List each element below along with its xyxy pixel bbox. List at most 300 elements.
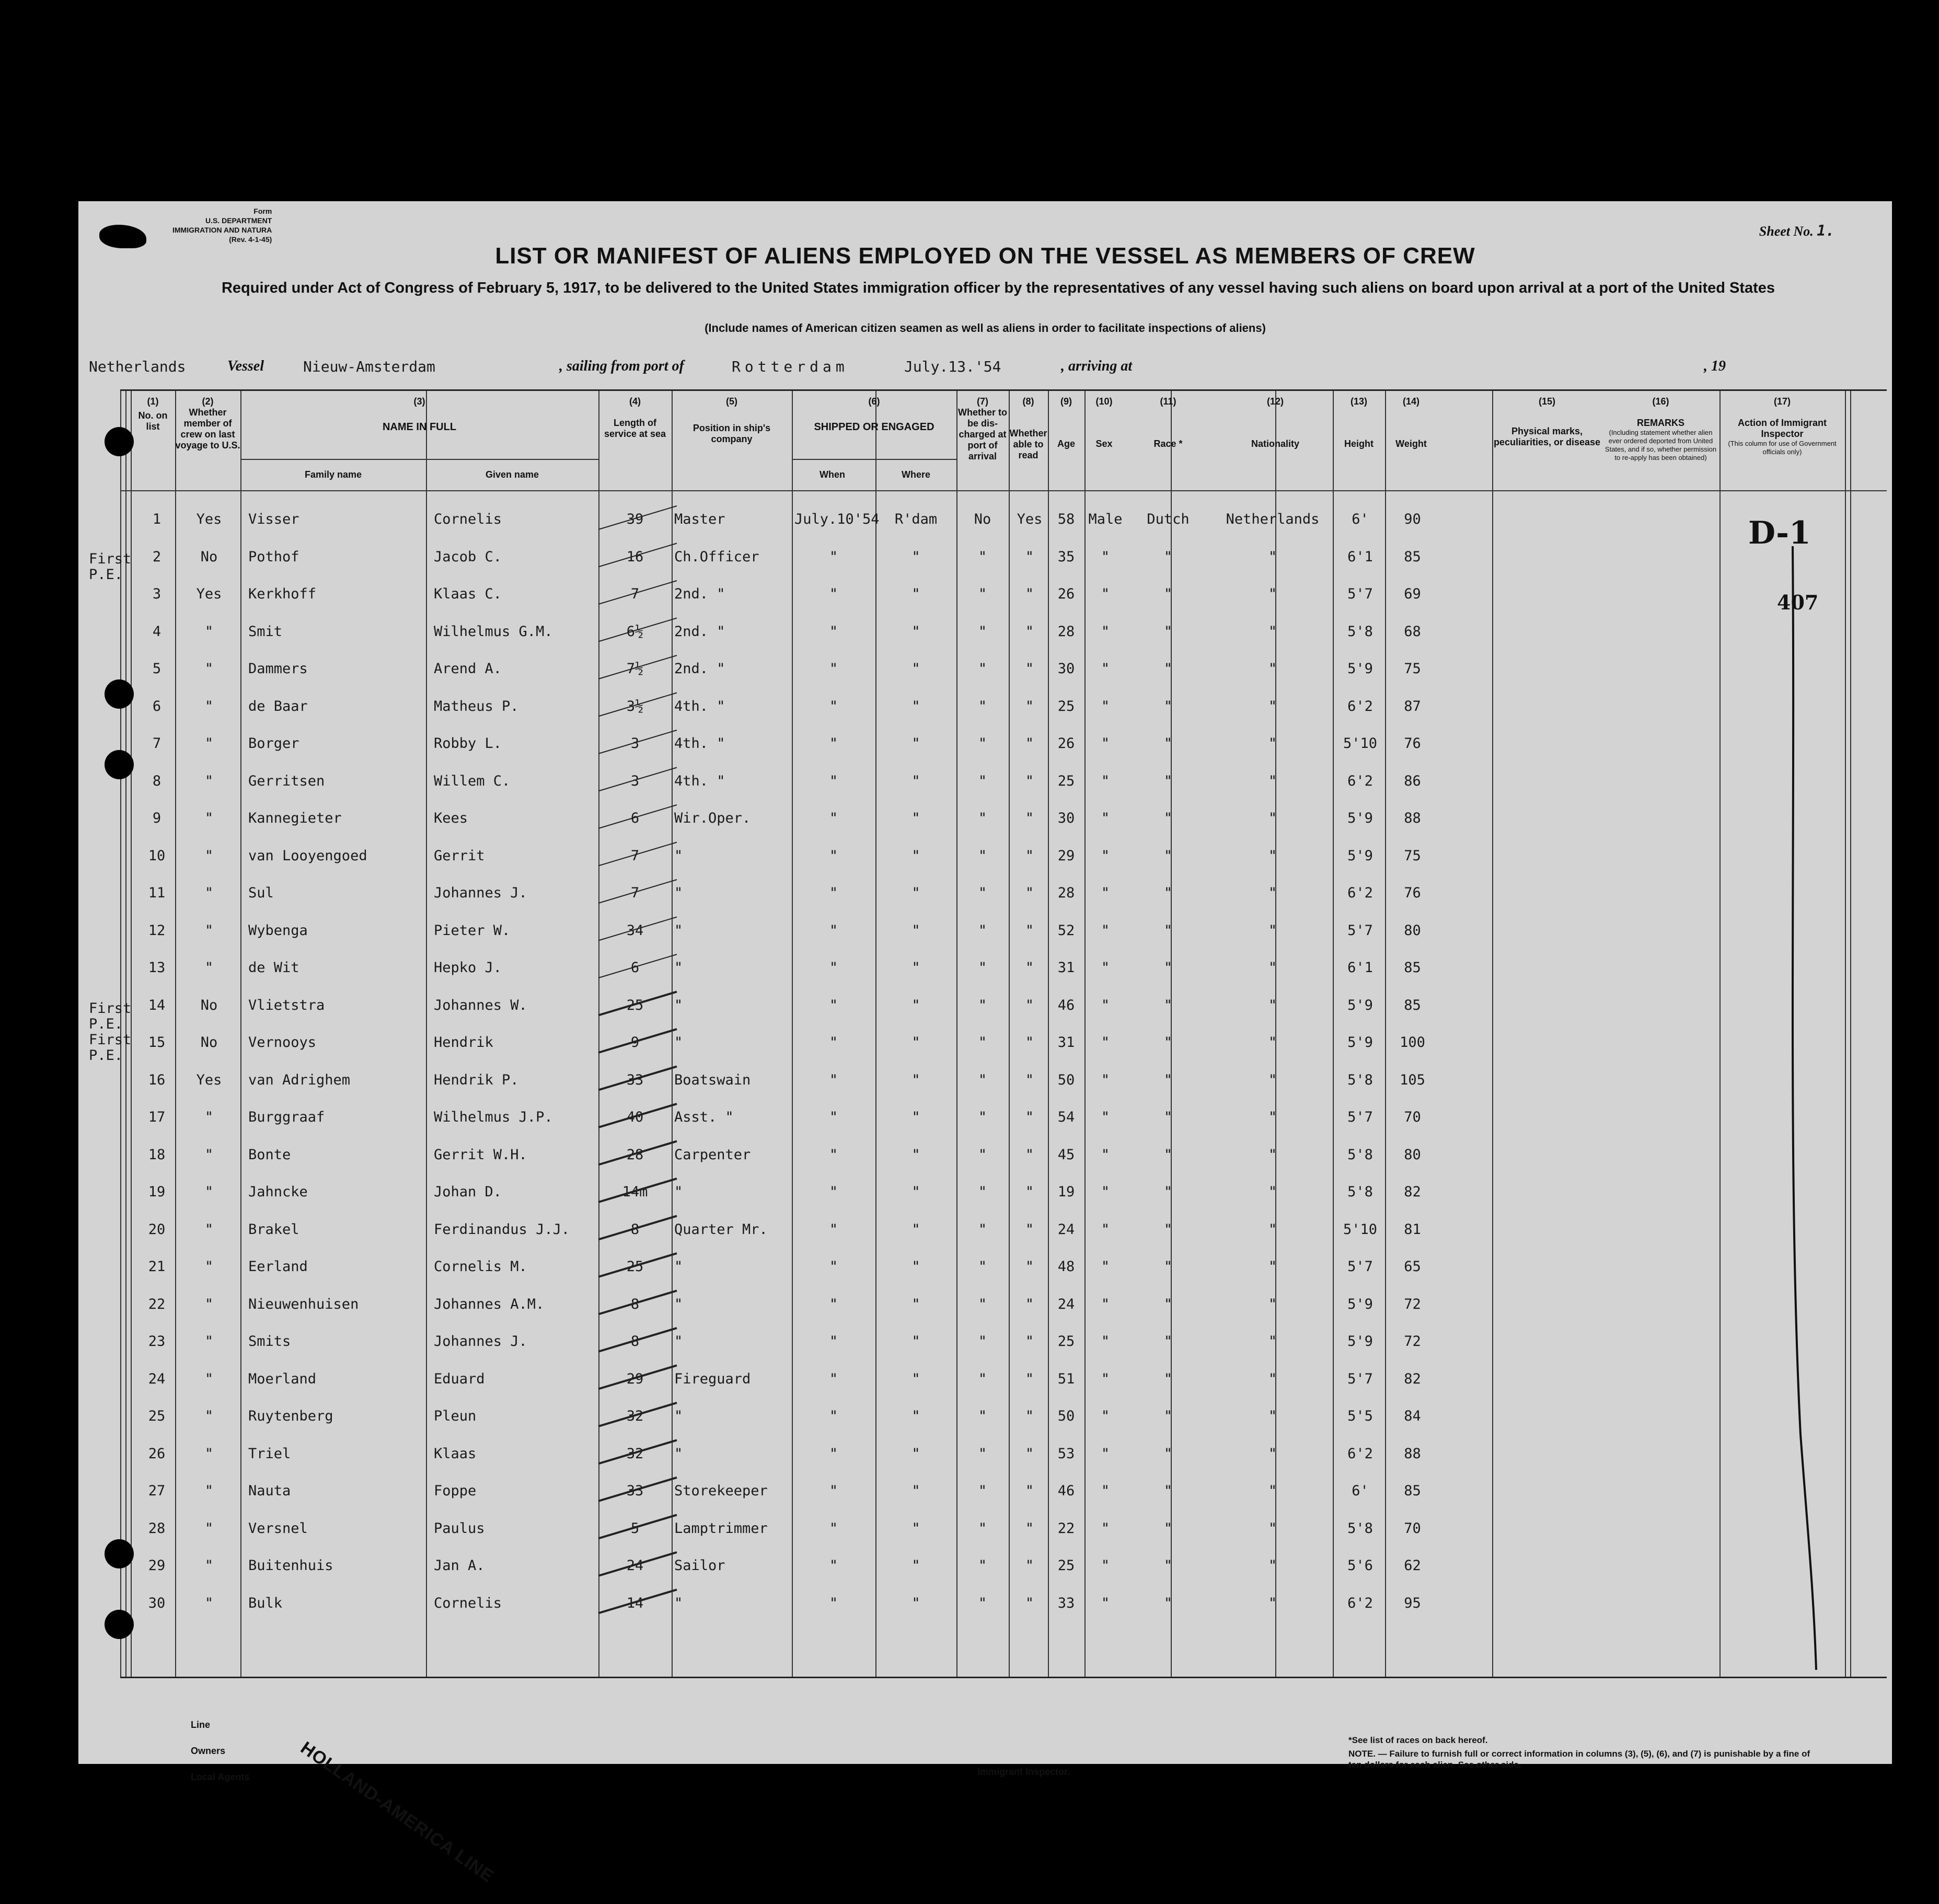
crew-where-cell: " [911, 1259, 920, 1275]
crew-race-cell: " [1163, 1184, 1173, 1200]
crew-weight-cell: 75 [1404, 661, 1421, 677]
crew-age-cell: 31 [1057, 1034, 1075, 1051]
sailing-date: July.13.'54 [904, 358, 1001, 375]
crew-where-cell: " [911, 772, 920, 789]
crew-nationality-cell: " [1268, 1595, 1277, 1611]
handwritten-mark: D-1 [1748, 515, 1811, 551]
crew-no-cell: 5 [152, 661, 161, 677]
crew-discharged-cell: " [978, 1296, 987, 1312]
crew-discharged-cell: " [978, 1184, 987, 1200]
crew-nationality-cell: " [1268, 623, 1277, 640]
crew-height-cell: 6'2 [1347, 1595, 1373, 1611]
crew-sex-cell: " [1101, 623, 1110, 640]
crew-discharged-cell: " [978, 922, 987, 939]
crew-height-cell: 6' [1352, 511, 1369, 527]
crew-prior-cell: " [204, 922, 214, 939]
crew-sex-cell: " [1101, 772, 1110, 789]
crew-read-cell: " [1025, 1408, 1034, 1424]
crew-prior-cell: " [204, 661, 214, 677]
crew-position-cell: 4th. " [674, 698, 725, 714]
crew-nationality-cell: " [1268, 810, 1277, 826]
crew-family-cell: Bonte [248, 1146, 291, 1163]
crew-no-cell: 4 [152, 623, 161, 640]
crew-nationality-cell: " [1268, 548, 1277, 565]
crew-where-cell: " [911, 922, 920, 939]
crew-service-cell: 7½ [626, 661, 644, 677]
crew-nationality-cell: " [1268, 735, 1277, 752]
crew-family-cell: Nauta [248, 1483, 291, 1499]
crew-age-cell: 53 [1057, 1445, 1075, 1462]
crew-height-cell: 6'1 [1347, 548, 1373, 565]
crew-where-cell: " [911, 1146, 920, 1163]
crew-no-cell: 23 [148, 1333, 166, 1349]
crew-given-cell: Matheus P. [434, 698, 519, 714]
crew-no-cell: 14 [148, 997, 166, 1013]
crew-age-cell: 35 [1057, 548, 1075, 565]
crew-service-cell: 39 [626, 511, 644, 527]
crew-race-cell: " [1163, 997, 1173, 1013]
crew-race-cell: " [1163, 1445, 1173, 1462]
crew-read-cell: " [1025, 772, 1034, 789]
crew-family-cell: Gerritsen [248, 772, 325, 789]
crew-sex-cell: Male [1088, 511, 1123, 527]
crew-discharged-cell: " [978, 960, 987, 976]
crew-when-cell: " [829, 548, 838, 565]
crew-race-cell: " [1163, 1259, 1173, 1275]
crew-read-cell: " [1025, 847, 1034, 864]
crew-service-cell: 25 [626, 1259, 644, 1275]
crew-sex-cell: " [1101, 1557, 1110, 1574]
crew-given-cell: Johannes J. [434, 1333, 527, 1349]
crew-discharged-cell: " [978, 548, 987, 565]
footer-inspector-label: Immigrant Inspector. [977, 1767, 1070, 1777]
crew-when-cell: " [829, 847, 838, 864]
crew-given-cell: Hendrik [434, 1034, 493, 1051]
crew-age-cell: 50 [1057, 1071, 1075, 1088]
crew-height-cell: 5'5 [1347, 1408, 1373, 1424]
crew-family-cell: van Adrighem [248, 1071, 351, 1088]
crew-no-cell: 28 [148, 1520, 166, 1537]
crew-sex-cell: " [1101, 1333, 1110, 1349]
crew-service-cell: 7 [630, 885, 640, 901]
crew-service-cell: 7 [630, 586, 640, 602]
crew-age-cell: 50 [1057, 1408, 1075, 1424]
crew-age-cell: 46 [1057, 997, 1075, 1013]
crew-race-cell: " [1163, 1483, 1173, 1499]
crew-service-cell: 8 [630, 1333, 640, 1349]
crew-sex-cell: " [1101, 661, 1110, 677]
crew-when-cell: " [829, 661, 838, 677]
crew-when-cell: " [829, 1296, 838, 1312]
crew-where-cell: " [911, 698, 920, 714]
crew-prior-cell: " [204, 960, 214, 976]
crew-family-cell: Vernooys [248, 1034, 317, 1051]
crew-family-cell: Ruytenberg [248, 1408, 333, 1424]
header-col11: (11) Race * [1153, 396, 1183, 449]
crew-service-cell: 6½ [626, 623, 644, 640]
crew-height-cell: 5'8 [1347, 623, 1373, 640]
crew-sex-cell: " [1101, 586, 1110, 602]
crew-when-cell: " [829, 1520, 838, 1537]
crew-given-cell: Paulus [434, 1520, 485, 1537]
header-col13: (13) Height [1344, 396, 1374, 449]
crew-discharged-cell: " [978, 1221, 987, 1238]
punch-hole [99, 225, 146, 248]
crew-nationality-cell: " [1268, 772, 1277, 789]
crew-position-cell: Wir.Oper. [674, 810, 751, 826]
crew-read-cell: Yes [1017, 511, 1043, 527]
crew-race-cell: " [1163, 1034, 1173, 1051]
crew-age-cell: 28 [1057, 623, 1075, 640]
crew-given-cell: Pleun [434, 1408, 477, 1424]
crew-sex-cell: " [1101, 997, 1110, 1013]
crew-nationality-cell: " [1268, 847, 1277, 864]
crew-family-cell: Smit [248, 623, 283, 640]
crew-weight-cell: 90 [1404, 511, 1421, 527]
crew-race-cell: " [1163, 1146, 1173, 1163]
crew-given-cell: Cornelis [434, 511, 502, 527]
crew-sex-cell: " [1101, 1184, 1110, 1200]
footer-line-label: Line [191, 1720, 211, 1730]
header-when: When [820, 469, 845, 480]
crew-read-cell: " [1025, 997, 1034, 1013]
crew-prior-cell: " [204, 1557, 214, 1574]
header-col2: (2) Whether member of crew on last voyage to U.S. [175, 396, 240, 451]
crew-given-cell: Willem C. [434, 772, 511, 789]
crew-read-cell: " [1025, 1370, 1034, 1387]
crew-discharged-cell: " [978, 623, 987, 640]
header-family-name: Family name [304, 469, 362, 480]
crew-position-cell: 2nd. " [674, 661, 725, 677]
sailing-label: , sailing from port of [559, 358, 684, 374]
crew-service-cell: 5 [630, 1520, 640, 1537]
crew-prior-cell: " [204, 1109, 214, 1125]
crew-race-cell: " [1163, 810, 1173, 826]
crew-read-cell: " [1025, 1071, 1034, 1088]
crew-prior-cell: " [204, 1370, 214, 1387]
crew-no-cell: 26 [148, 1445, 166, 1462]
crew-weight-cell: 70 [1404, 1520, 1421, 1537]
crew-age-cell: 45 [1057, 1146, 1075, 1163]
crew-when-cell: " [829, 1370, 838, 1387]
crew-sex-cell: " [1101, 1146, 1110, 1163]
crew-given-cell: Ferdinandus J.J. [434, 1221, 570, 1238]
crew-when-cell: " [829, 1109, 838, 1125]
crew-when-cell: " [829, 960, 838, 976]
crew-race-cell: " [1163, 1221, 1173, 1238]
crew-age-cell: 25 [1057, 772, 1075, 789]
crew-discharged-cell: " [978, 1557, 987, 1574]
crew-service-cell: 6 [630, 810, 640, 826]
crew-prior-cell: " [204, 1445, 214, 1462]
crew-height-cell: 5'9 [1347, 997, 1373, 1013]
crew-family-cell: Kerkhoff [248, 586, 317, 602]
crew-position-cell: 2nd. " [674, 623, 725, 640]
crew-where-cell: " [911, 661, 920, 677]
crew-sex-cell: " [1101, 960, 1110, 976]
crew-discharged-cell: " [978, 661, 987, 677]
crew-discharged-cell: " [978, 1333, 987, 1349]
crew-no-cell: 17 [148, 1109, 166, 1125]
footer-races-note: *See list of races on back hereof. [1348, 1735, 1488, 1745]
crew-age-cell: 26 [1057, 735, 1075, 752]
crew-given-cell: Pieter W. [434, 922, 511, 939]
crew-discharged-cell: " [978, 1109, 987, 1125]
crew-weight-cell: 85 [1404, 1483, 1421, 1499]
crew-age-cell: 22 [1057, 1520, 1075, 1537]
crew-sex-cell: " [1101, 1221, 1110, 1238]
crew-family-cell: Sul [248, 885, 274, 901]
crew-nationality-cell: " [1268, 1408, 1277, 1424]
crew-position-cell: " [674, 1595, 683, 1611]
crew-given-cell: Johannes J. [434, 885, 527, 901]
crew-no-cell: 29 [148, 1557, 166, 1574]
crew-race-cell: " [1163, 661, 1173, 677]
crew-family-cell: Jahncke [248, 1184, 308, 1200]
crew-discharged-cell: " [978, 847, 987, 864]
crew-discharged-cell: " [978, 1034, 987, 1051]
crew-prior-cell: " [204, 1408, 214, 1424]
crew-service-cell: 40 [626, 1109, 644, 1125]
crew-no-cell: 22 [148, 1296, 166, 1312]
crew-prior-cell: " [204, 772, 214, 789]
crew-service-cell: 8 [630, 1296, 640, 1312]
crew-where-cell: " [911, 810, 920, 826]
crew-weight-cell: 84 [1404, 1408, 1421, 1424]
crew-family-cell: Wybenga [248, 922, 308, 939]
crew-prior-cell: No [200, 1034, 218, 1051]
crew-discharged-cell: " [978, 772, 987, 789]
crew-read-cell: " [1025, 661, 1034, 677]
crew-read-cell: " [1025, 1034, 1034, 1051]
crew-no-cell: 3 [152, 586, 161, 602]
crew-weight-cell: 82 [1404, 1184, 1421, 1200]
vessel-value: Nieuw-Amsterdam [303, 358, 435, 375]
crew-weight-cell: 85 [1404, 960, 1421, 976]
crew-height-cell: 6'2 [1347, 885, 1373, 901]
document-subtitle: Required under Act of Congress of February 5, 1917, to be delivered to the United States immigration officer by the representatives of any vessel having such aliens on board upon arrival at a port of the United States [221, 280, 1775, 296]
crew-read-cell: " [1025, 1333, 1034, 1349]
crew-prior-cell: " [204, 810, 214, 826]
header-col3: (3) NAME IN FULL [382, 396, 457, 433]
crew-family-cell: Dammers [248, 661, 308, 677]
crew-nationality-cell: " [1268, 1146, 1277, 1163]
vessel-label: Vessel [227, 358, 264, 374]
crew-service-cell: 34 [626, 922, 644, 939]
crew-discharged-cell: " [978, 586, 987, 602]
crew-discharged-cell: " [978, 1146, 987, 1163]
crew-position-cell: Quarter Mr. [674, 1221, 768, 1238]
crew-position-cell: Master [674, 511, 725, 527]
crew-read-cell: " [1025, 885, 1034, 901]
crew-given-cell: Johan D. [434, 1184, 502, 1200]
crew-family-cell: Kannegieter [248, 810, 342, 826]
crew-when-cell: " [829, 1034, 838, 1051]
crew-read-cell: " [1025, 1520, 1034, 1537]
crew-family-cell: Brakel [248, 1221, 299, 1238]
crew-prior-cell: " [204, 885, 214, 901]
crew-sex-cell: " [1101, 1109, 1110, 1125]
crew-race-cell: " [1163, 548, 1173, 565]
crew-discharged-cell: No [974, 511, 991, 527]
crew-read-cell: " [1025, 810, 1034, 826]
crew-sex-cell: " [1101, 1259, 1110, 1275]
crew-read-cell: " [1025, 1184, 1034, 1200]
crew-given-cell: Jan A. [434, 1557, 485, 1574]
crew-race-cell: " [1163, 922, 1173, 939]
header-where: Where [901, 469, 930, 480]
crew-no-cell: 21 [148, 1259, 166, 1275]
crew-sex-cell: " [1101, 810, 1110, 826]
crew-age-cell: 25 [1057, 1333, 1075, 1349]
crew-no-cell: 15 [148, 1034, 166, 1051]
crew-race-cell: " [1163, 1296, 1173, 1312]
document-note: (Include names of American citizen seamen as well as aliens in order to facilitate inspections of aliens) [705, 321, 1266, 334]
crew-family-cell: Buitenhuis [248, 1557, 333, 1574]
crew-service-cell: 3 [630, 735, 640, 752]
crew-sex-cell: " [1101, 1370, 1110, 1387]
crew-nationality-cell: " [1268, 1557, 1277, 1574]
crew-weight-cell: 85 [1404, 548, 1421, 565]
crew-nationality-cell: " [1268, 922, 1277, 939]
crew-discharged-cell: " [978, 1259, 987, 1275]
crew-where-cell: " [911, 960, 920, 976]
crew-read-cell: " [1025, 1296, 1034, 1312]
crew-given-cell: Klaas [434, 1445, 477, 1462]
crew-when-cell: " [829, 1557, 838, 1574]
crew-position-cell: Sailor [674, 1557, 725, 1574]
header-col8: (8) Whether able to read [1009, 396, 1047, 460]
crew-race-cell: " [1163, 1071, 1173, 1088]
crew-when-cell: " [829, 1445, 838, 1462]
crew-given-cell: Kees [434, 810, 468, 826]
crew-where-cell: " [911, 1408, 920, 1424]
crew-discharged-cell: " [978, 885, 987, 901]
crew-service-cell: 9 [630, 1034, 640, 1051]
crew-sex-cell: " [1101, 1595, 1110, 1611]
crew-nationality-cell: " [1268, 1333, 1277, 1349]
crew-table [120, 389, 1887, 1678]
crew-nationality-cell: " [1268, 997, 1277, 1013]
crew-height-cell: 5'9 [1347, 1296, 1373, 1312]
footer-owners-label: Owners [191, 1746, 226, 1756]
crew-when-cell: " [829, 885, 838, 901]
crew-family-cell: Smits [248, 1333, 291, 1349]
crew-where-cell: " [911, 1109, 920, 1125]
crew-no-cell: 19 [148, 1184, 166, 1200]
crew-no-cell: 20 [148, 1221, 166, 1238]
crew-nationality-cell: " [1268, 1071, 1277, 1088]
crew-age-cell: 19 [1057, 1184, 1075, 1200]
crew-sex-cell: " [1101, 1483, 1110, 1499]
crew-race-cell: Dutch [1147, 511, 1190, 527]
crew-prior-cell: " [204, 1221, 214, 1238]
crew-when-cell: " [829, 623, 838, 640]
sheet-number: Sheet No. 1. [1759, 222, 1834, 239]
crew-family-cell: Visser [248, 511, 299, 527]
crew-weight-cell: 88 [1404, 810, 1421, 826]
crew-sex-cell: " [1101, 1071, 1110, 1088]
crew-family-cell: Borger [248, 735, 299, 752]
crew-given-cell: Johannes A.M. [434, 1296, 545, 1312]
crew-weight-cell: 87 [1404, 698, 1421, 714]
crew-read-cell: " [1025, 1259, 1034, 1275]
crew-given-cell: Gerrit W.H. [434, 1146, 527, 1163]
crew-family-cell: Pothof [248, 548, 299, 565]
crew-age-cell: 25 [1057, 1557, 1075, 1574]
crew-when-cell: " [829, 1408, 838, 1424]
crew-when-cell: " [829, 922, 838, 939]
crew-family-cell: Burggraaf [248, 1109, 325, 1125]
crew-race-cell: " [1163, 586, 1173, 602]
crew-prior-cell: No [200, 997, 218, 1013]
crew-family-cell: van Looyengoed [248, 847, 367, 864]
crew-where-cell: " [911, 847, 920, 864]
crew-weight-cell: 70 [1404, 1109, 1421, 1125]
crew-position-cell: " [674, 1408, 683, 1424]
crew-read-cell: " [1025, 1557, 1034, 1574]
crew-position-cell: " [674, 960, 683, 976]
crew-read-cell: " [1025, 1109, 1034, 1125]
crew-position-cell: " [674, 1034, 683, 1051]
crew-sex-cell: " [1101, 1445, 1110, 1462]
crew-read-cell: " [1025, 960, 1034, 976]
crew-position-cell: 4th. " [674, 735, 725, 752]
crew-position-cell: " [674, 1259, 683, 1275]
crew-discharged-cell: " [978, 1370, 987, 1387]
crew-height-cell: 5'9 [1347, 1333, 1373, 1349]
handwritten-number: 407 [1777, 591, 1819, 614]
crew-height-cell: 6'2 [1347, 1445, 1373, 1462]
crew-age-cell: 24 [1057, 1296, 1075, 1312]
crew-service-cell: 3½ [626, 698, 644, 714]
crew-weight-cell: 76 [1404, 735, 1421, 752]
crew-sex-cell: " [1101, 922, 1110, 939]
punch-hole [105, 1610, 134, 1639]
crew-given-cell: Cornelis M. [434, 1259, 527, 1275]
crew-no-cell: 9 [152, 810, 161, 826]
crew-when-cell: " [829, 1595, 838, 1611]
crew-service-cell: 14 [626, 1595, 644, 1611]
crew-where-cell: " [911, 548, 920, 565]
crew-prior-cell: " [204, 1483, 214, 1499]
form-identifier: Form U.S. DEPARTMENT IMMIGRATION AND NATURA (Rev. 4-1-45) [172, 207, 272, 244]
crew-height-cell: 5'8 [1347, 1184, 1373, 1200]
crew-no-cell: 8 [152, 772, 161, 789]
punch-hole [105, 1539, 134, 1568]
margin-note-first: First P.E. [89, 551, 132, 583]
crew-prior-cell: " [204, 1259, 214, 1275]
crew-given-cell: Wilhelmus G.M. [434, 623, 553, 640]
crew-position-cell: " [674, 997, 683, 1013]
crew-discharged-cell: " [978, 1445, 987, 1462]
crew-no-cell: 18 [148, 1146, 166, 1163]
crew-discharged-cell: " [978, 698, 987, 714]
crew-position-cell: " [674, 847, 683, 864]
crew-where-cell: " [911, 623, 920, 640]
crew-prior-cell: " [204, 1146, 214, 1163]
margin-note-second: First P.E. First P.E. [89, 1000, 132, 1064]
crew-read-cell: " [1025, 1483, 1034, 1499]
crew-nationality-cell: " [1268, 1520, 1277, 1537]
crew-height-cell: 5'7 [1347, 586, 1373, 602]
crew-family-cell: Nieuwenhuisen [248, 1296, 359, 1312]
crew-weight-cell: 72 [1404, 1333, 1421, 1349]
crew-when-cell: " [829, 1184, 838, 1200]
crew-sex-cell: " [1101, 735, 1110, 752]
company-stamp: HOLLAND-AMERICA LINE [297, 1738, 498, 1887]
crew-race-cell: " [1163, 1109, 1173, 1125]
